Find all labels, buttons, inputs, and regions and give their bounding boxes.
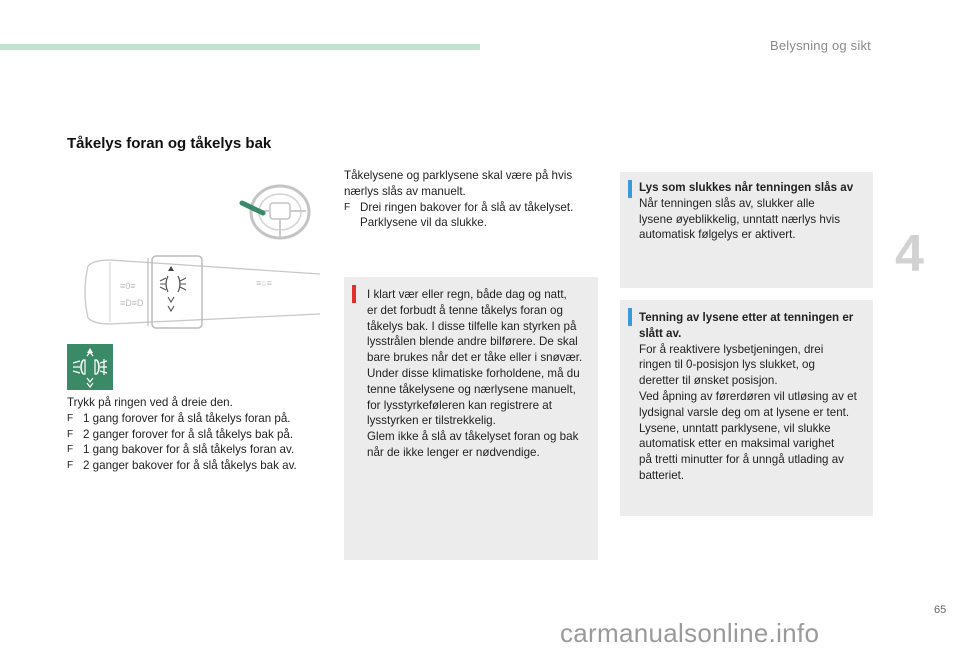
middle-para-line: nærlys slås av manuelt. — [344, 184, 466, 198]
warning-line: lysstyrken er tilstrekkelig. — [367, 414, 496, 428]
info-line: deretter til ønsket posisjon. — [639, 374, 778, 388]
info-line: automatisk følgelys er aktivert. — [639, 228, 796, 242]
info-title: slått av. — [639, 326, 682, 340]
warning-line: når de ikke lenger er nødvendige. — [367, 445, 540, 459]
info-line: lydsignal varsle deg om at lysene er tent. — [639, 405, 850, 419]
header-accent-bar — [0, 44, 480, 50]
bullet-symbol: F — [67, 460, 74, 472]
info-title: Lys som slukkes når tenningen slås av — [639, 181, 854, 194]
page-number: 65 — [934, 604, 947, 616]
info-text-lights-off — [639, 180, 869, 243]
info-line: Når tenningen slås av, slukker alle — [639, 196, 815, 210]
bullet-symbol: F — [67, 428, 74, 440]
middle-bullet: F Drei ringen bakover for å slå av tåkelyset. — [344, 200, 574, 214]
info-line: lysene øyeblikkelig, unntatt nærlys hvis — [639, 212, 841, 226]
svg-text:≡D≡D: ≡D≡D — [120, 298, 144, 308]
info-title: Tenning av lysene etter at tenningen er — [639, 311, 854, 324]
warning-line: er det forbudt å tenne tåkelys foran og — [367, 303, 563, 317]
header-section-label: Belysning og sikt — [770, 38, 871, 53]
left-bullet: F 1 gang forover for å slå tåkelys foran på. — [67, 411, 291, 425]
page-title: Tåkelys foran og tåkelys bak — [67, 135, 272, 152]
chapter-number: 4 — [895, 225, 924, 283]
left-instructions — [67, 395, 327, 474]
svg-text:≡0≡: ≡0≡ — [120, 281, 136, 291]
left-bullet: F 2 ganger forover for å slå tåkelys bak på. — [67, 427, 294, 441]
warning-line: bare brukes når det er tåke eller i snøvær. — [367, 351, 583, 365]
left-bullet: F 2 ganger bakover for å slå tåkelys bak av. — [67, 459, 297, 473]
bullet-symbol: F — [344, 201, 351, 213]
bullet-symbol: F — [67, 412, 74, 424]
light-stalk-icon — [80, 254, 325, 330]
warning-line: Glem ikke å slå av tåkelyset foran og bak — [367, 430, 579, 444]
info-line: på tretti minutter for å unngå utlading av — [639, 453, 844, 467]
svg-text:≡○≡: ≡○≡ — [256, 278, 272, 288]
warning-line: lysstrålen blende andre bilførere. De skal — [367, 335, 578, 349]
warning-line: tåkelys bak. I disse tilfelle kan styrken på — [367, 319, 577, 333]
info-line: automatisk etter en maksimal varighet — [639, 437, 835, 451]
fog-light-icon — [67, 344, 113, 390]
info-marker-icon — [628, 180, 632, 198]
info-line: Ved åpning av førerdøren vil utløsing av et — [639, 389, 857, 403]
info-line: Lysene, unntatt parklysene, vil slukke — [639, 421, 831, 435]
bullet-symbol: F — [67, 444, 74, 456]
info-marker-icon — [628, 308, 632, 326]
middle-intro — [344, 168, 600, 231]
info-line: batteriet. — [639, 468, 685, 482]
warning-line: I klart vær eller regn, både dag og natt, — [367, 288, 567, 301]
middle-bullet-continuation: Parklysene vil da slukke. — [360, 216, 487, 230]
info-text-reactivate — [639, 310, 869, 484]
steering-wheel-icon — [232, 181, 312, 245]
left-intro: Trykk på ringen ved å dreie den. — [67, 396, 233, 409]
info-line: ringen til 0-posisjon lys slukket, og — [639, 358, 815, 372]
info-line: For å reaktivere lysbetjeningen, drei — [639, 342, 824, 356]
warning-line: tenne tåkelysene og nærlysene manuelt, — [367, 382, 576, 396]
warning-text — [367, 287, 595, 461]
watermark: carmanualsonline.info — [560, 618, 820, 648]
warning-line: Under disse klimatiske forholdene, må du — [367, 366, 580, 380]
warning-marker-icon — [352, 285, 356, 303]
warning-line: for lysstyrkeføleren kan registrere at — [367, 398, 552, 412]
left-bullet: F 1 gang bakover for å slå tåkelys foran av. — [67, 443, 295, 457]
middle-para-line: Tåkelysene og parklysene skal være på hvis — [344, 169, 573, 182]
